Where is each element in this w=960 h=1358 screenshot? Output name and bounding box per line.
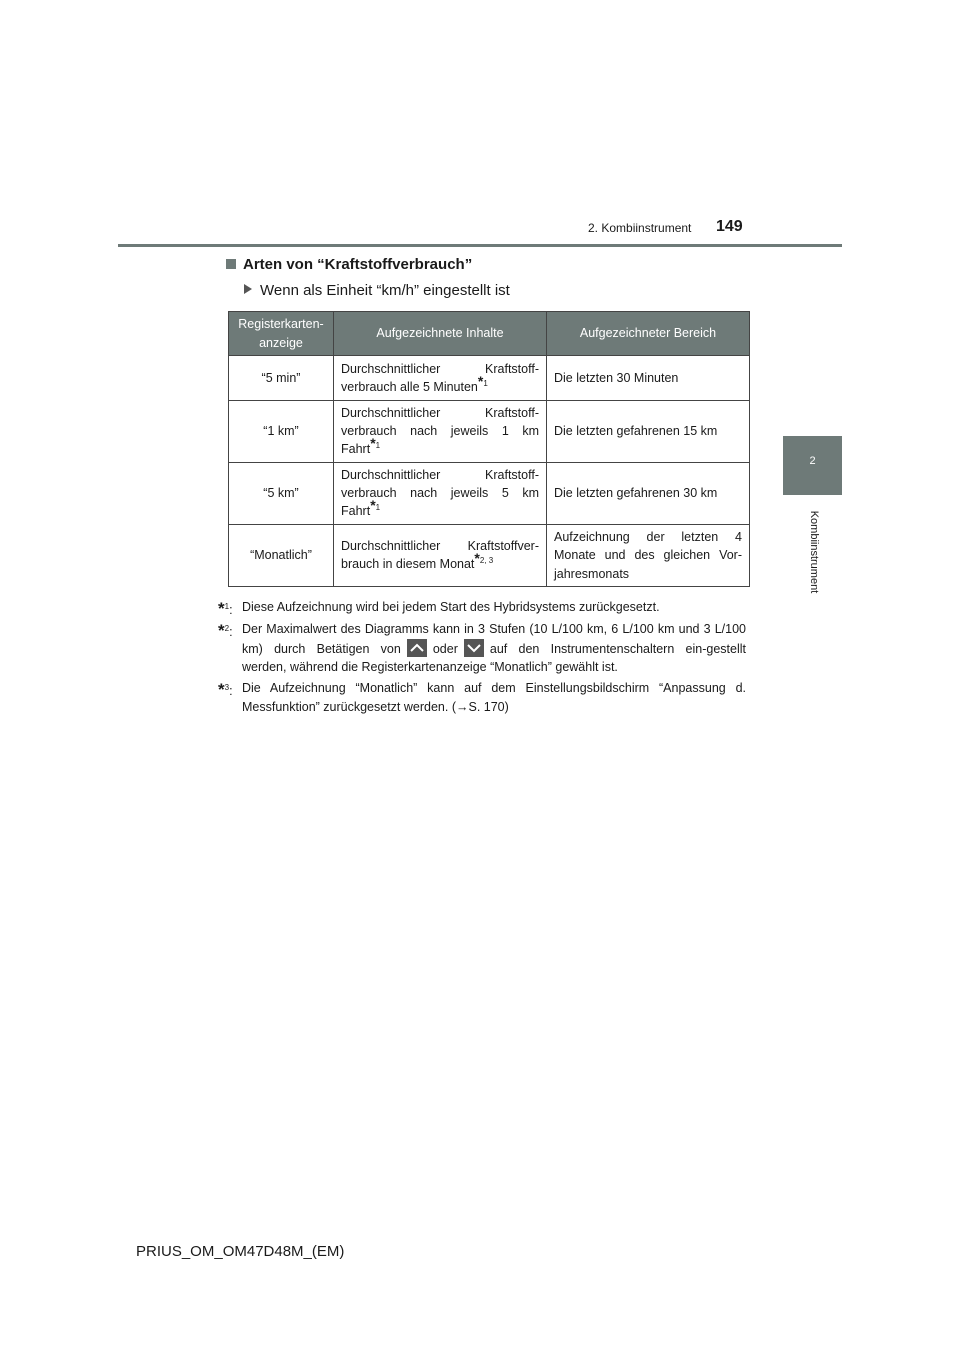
footnote-text-part: auf den Instrumentenschaltern ein-gestellt werden, während die Registerkartenanzeige “Monatlich” gewählt ist.: [242, 641, 746, 674]
column-header: Registerkarten-anzeige: [229, 312, 334, 356]
footnote: [218, 620, 746, 677]
footnote-star: *: [370, 497, 376, 514]
footnote-star: *: [370, 435, 376, 452]
range-cell: Die letzten gefahrenen 15 km: [547, 401, 750, 463]
content-cell: [334, 463, 547, 525]
footnote-ref: 2, 3: [479, 556, 494, 566]
content-cell: [334, 525, 547, 587]
footnote-marker: *$^3$:: [218, 680, 233, 699]
tab-cell: “1 km”: [229, 401, 334, 463]
footnote: [218, 679, 746, 716]
column-header: Aufgezeichnete Inhalte: [334, 312, 547, 356]
table-row: [229, 401, 750, 463]
footnote-ref: 1: [375, 441, 381, 451]
content-cell: [334, 356, 547, 401]
table-row: [229, 525, 750, 587]
footnote-text: Diese Aufzeichnung wird bei jedem Start des Hybridsystems zurückgesetzt.: [242, 600, 660, 614]
column-header: Aufgezeichneter Bereich: [547, 312, 750, 356]
header-section-title: 2. Kombiinstrument: [588, 221, 692, 235]
footnote-star: *: [477, 372, 484, 389]
tab-cell: “5 km”: [229, 463, 334, 525]
chapter-tab-number: 2: [809, 455, 816, 467]
footnote-text-part: Der Maximalwert des Diagramms kann in 3 Stufen (10 L/100 km, 6 L/100 km und 3 L/100 km) durch Betätigen von: [242, 622, 746, 656]
footnote-text: [242, 620, 746, 677]
content-text: Durchschnittlicher Kraftstoff-verbrauch nach jeweils 5 km Fahrt: [341, 468, 539, 519]
table-row: [229, 356, 750, 401]
table-header-row: [229, 312, 750, 356]
content-cell: [334, 401, 547, 463]
footnote-ref: 1: [375, 503, 381, 513]
fuel-consumption-table: [228, 311, 750, 587]
footnote-marker: *$^2$:: [218, 621, 233, 640]
document-footer-id: PRIUS_OM_OM47D48M_(EM): [136, 1243, 345, 1260]
header-divider: [118, 244, 842, 247]
chevron-down-icon: [464, 639, 484, 657]
table-row: [229, 463, 750, 525]
footnote-text: Die Aufzeichnung “Monatlich” kann auf dem Einstellungsbildschirm “Anpassung d. Messfunktion” zurückgesetzt werden. (→S. 170): [242, 681, 746, 714]
tab-cell: “5 min”: [229, 356, 334, 401]
section-heading-text: Arten von “Kraftstoffverbrauch”: [243, 256, 473, 273]
range-cell: Aufzeichnung der letzten 4 Monate und des gleichen Vor-jahresmonats: [547, 525, 750, 587]
footnote-star: *: [474, 550, 480, 567]
page-number: 149: [716, 218, 743, 235]
content-text: Durchschnittlicher Kraftstoff-verbrauch nach jeweils 1 km Fahrt: [341, 406, 539, 457]
section-heading: [226, 256, 472, 273]
range-cell: Die letzten 30 Minuten: [547, 356, 750, 401]
subheading: [244, 282, 510, 299]
range-cell: Die letzten gefahrenen 30 km: [547, 463, 750, 525]
chevron-up-icon: [407, 639, 427, 657]
content-text: Durchschnittlicher Kraftstoff-verbrauch alle 5 Minuten: [341, 361, 539, 395]
content-text: Durchschnittlicher Kraftstoffver-brauch in diesem Monat: [341, 539, 539, 572]
footnote-text-part: oder: [432, 641, 458, 656]
footnote-ref: 1: [483, 378, 488, 388]
tab-cell: “Monatlich”: [229, 525, 334, 587]
subheading-text: Wenn als Einheit “km/h” eingestellt ist: [260, 282, 510, 299]
triangle-bullet-icon: [244, 284, 252, 294]
chapter-tab-label: Kombiinstrument: [808, 510, 820, 594]
footnote: [218, 598, 746, 617]
square-bullet-icon: [226, 259, 236, 269]
footnote-marker: *$^1$:: [218, 599, 233, 618]
